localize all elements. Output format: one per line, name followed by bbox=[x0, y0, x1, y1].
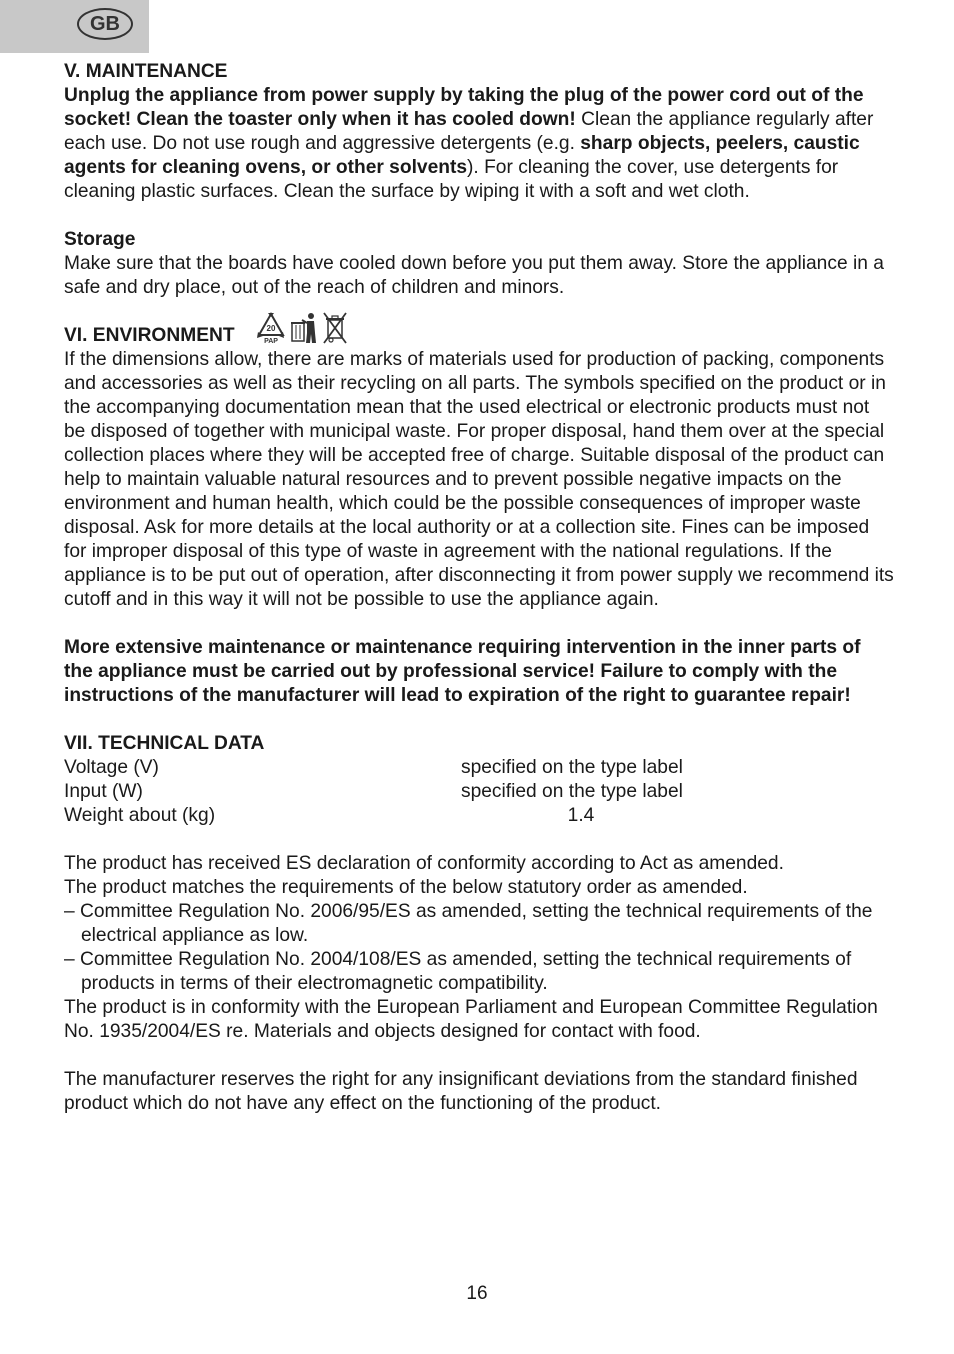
maintenance-bold-intro: Unplug the appliance from power supply by taking the plug of the power cord out of the socket! Clean the toaster only when it has cooled down! bbox=[64, 85, 864, 130]
maintenance-text-1: Clean the appliance regularly after each use. Do not use rough and aggressive detergents (e.g. bbox=[64, 109, 874, 154]
environment-paragraph: If the dimensions allow, there are marks of materials used for production of packing, components and accessories as well as their recycling on all parts. The symbols specified on the product or in the accompanying documentation mean that the used electrical or electronic products must not be disposed of together with municipal waste. For proper disposal, hand them over at the special collection places where they will be accepted free of charge. Suitable disposal of the product can help to maintain valuable natural resources and to prevent possible negative impacts on the environment and human health, which could be the possible consequences of improper waste disposal. Ask for more details at the local authority or at a collection site. Fines can be imposed for improper disposal of this type of waste in agreement with the national regulations. If the appliance is to be put out of operation, after disconnecting it from power supply we recommend its cutoff and in this way it will not be possible to use the appliance again. bbox=[64, 349, 894, 610]
environment-icons bbox=[256, 311, 348, 345]
storage-paragraph: Make sure that the boards have cooled down before you put them away. Store the appliance in a safe and dry place, out of the reach of children and minors. bbox=[64, 253, 884, 298]
technical-value: specified on the type label bbox=[461, 757, 683, 778]
technical-label: Weight about (kg) bbox=[64, 805, 216, 826]
technical-heading: VII. TECHNICAL DATA bbox=[64, 733, 265, 754]
recycle-number: 20 bbox=[266, 324, 276, 333]
conformity-line-1: The product has received ES declaration of conformity according to Act as amended. bbox=[64, 853, 784, 874]
recycle-code: PAP bbox=[264, 338, 278, 345]
crossed-bin-icon bbox=[322, 311, 348, 345]
maintenance-paragraph bbox=[64, 84, 894, 204]
environment-heading-row bbox=[64, 324, 894, 348]
page-content bbox=[64, 60, 894, 1116]
technical-row-voltage bbox=[64, 756, 894, 780]
storage-heading: Storage bbox=[64, 229, 136, 250]
technical-row-weight bbox=[64, 804, 894, 828]
conformity-item-1: – Committee Regulation No. 2006/95/ES as amended, setting the technical requirements of the electrical appliance as low. bbox=[64, 901, 873, 946]
conformity-line-3: The product is in conformity with the European Parliament and European Committee Regulation No. 1935/2004/ES re. Materials and objects designed for contact with food. bbox=[64, 997, 878, 1042]
conformity-line-2: The product matches the requirements of the below statutory order as amended. bbox=[64, 877, 748, 898]
maintenance-bold-examples: sharp objects, peelers, caustic agents for cleaning ovens, or other solvents bbox=[64, 133, 860, 178]
service-warning: More extensive maintenance or maintenance requiring intervention in the inner parts of the appliance must be carried out by professional service! Failure to comply with the instructions of the manufacturer will lead to expiration of the right to guarantee repair! bbox=[64, 637, 861, 706]
technical-label: Voltage (V) bbox=[64, 757, 159, 778]
language-tab bbox=[0, 0, 149, 53]
technical-row-input bbox=[64, 780, 894, 804]
maintenance-heading: V. MAINTENANCE bbox=[64, 61, 228, 82]
environment-heading: VI. ENVIRONMENT bbox=[64, 325, 235, 346]
disclaimer-paragraph: The manufacturer reserves the right for any insignificant deviations from the standard finished product which do not have any effect on the functioning of the product. bbox=[64, 1069, 858, 1114]
page-number: 16 bbox=[466, 1283, 488, 1304]
conformity-item-2: – Committee Regulation No. 2004/108/ES as amended, setting the technical requirements of products in terms of their electromagnetic compatibility. bbox=[64, 949, 852, 994]
recycle-paper-icon bbox=[256, 311, 286, 345]
technical-label: Input (W) bbox=[64, 781, 143, 802]
tidy-man-bin-icon bbox=[290, 311, 318, 345]
language-badge: GB bbox=[77, 8, 133, 40]
technical-value: 1.4 bbox=[567, 805, 595, 826]
maintenance-text-2: ). For cleaning the cover, use detergents for cleaning plastic surfaces. Clean the surface by wiping it with a soft and wet cloth. bbox=[64, 157, 839, 202]
technical-value: specified on the type label bbox=[461, 781, 683, 802]
